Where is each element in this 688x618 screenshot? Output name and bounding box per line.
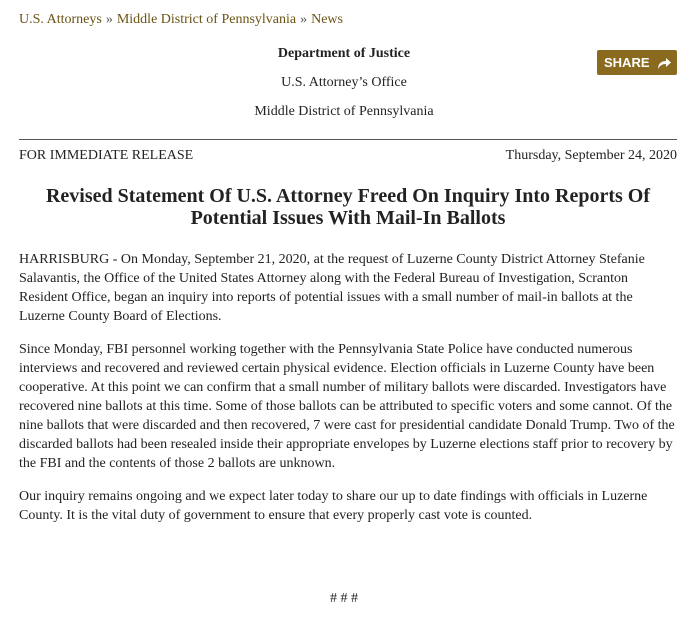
release-label: FOR IMMEDIATE RELEASE [19,148,194,163]
breadcrumb-link-us-attorneys[interactable]: U.S. Attorneys [19,12,102,27]
office-header [0,44,688,131]
press-release-title: Revised Statement Of U.S. Attorney Freed On Inquiry Into Reports Of Potential Issues With Mail-In Ballots [45,185,651,229]
release-date: Thursday, September 24, 2020 [505,148,677,163]
body-paragraph: HARRISBURG - On Monday, September 21, 2020, at the request of Luzerne County District Attorney Stefanie Salavantis, the Office of the United States Attorney along with the Federal Bureau of Investigation, Scranton Resident Office, began an inquiry into reports of potential issues with a small number of mail-in ballots at the Luzerne County Board of Elections. [19,252,645,324]
body-paragraph: Our inquiry remains ongoing and we expect later today to share our up to date findings with officials in Luzerne County. It is the vital duty of government to ensure that every properly cast vote is counted. [19,489,648,523]
share-arrow-icon [656,55,672,71]
breadcrumb-link-middle-district[interactable]: Middle District of Pennsylvania [116,12,297,27]
share-label: SHARE [604,55,650,70]
press-release-body [19,250,679,539]
share-button[interactable] [597,50,677,75]
body-paragraph: Since Monday, FBI personnel working together with the Pennsylvania State Police have conducted numerous interviews and recovered and reviewed certain physical evidence. Election officials in Luzerne County have been cooperative. At this point we can confirm that a small number of military ballots were discarded. Investigators have recovered nine ballots at this time. Some of those ballots can be attributed to specific voters and some cannot. Of the nine ballots that were discarded and then recovered, 7 were cast for presidential candidate Donald Trump. Two of the discarded ballots had been resealed inside their appropriate envelopes by Luzerne elections staff prior to recovery by the FBI and the contents of those 2 ballots are unknown. [19,342,675,471]
department-name: Department of Justice [277,46,411,61]
end-mark: # # # [330,591,358,606]
breadcrumb [19,12,343,28]
release-row [19,148,677,164]
breadcrumb-link-news[interactable]: News [311,12,343,27]
district-name: Middle District of Pennsylvania [254,104,434,119]
office-name: U.S. Attorney’s Office [281,75,407,90]
header-divider [19,139,677,140]
breadcrumb-separator: » [105,12,113,27]
breadcrumb-separator: » [300,12,308,27]
